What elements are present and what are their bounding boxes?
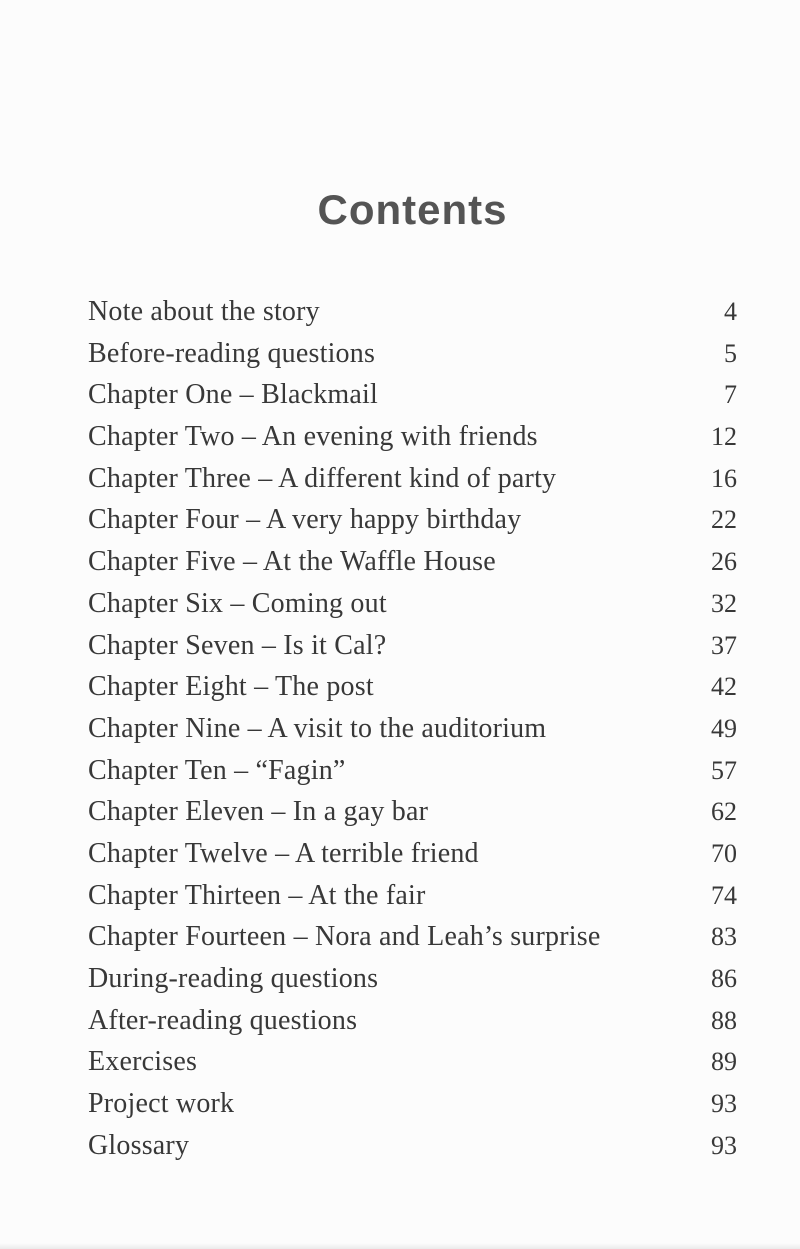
toc-entry-title: Chapter Three – A different kind of party	[88, 462, 557, 494]
toc-entry-row	[88, 1125, 737, 1167]
toc-entry-page: 7	[724, 380, 737, 410]
toc-entry-row	[88, 541, 737, 583]
toc-entry-title: Chapter Twelve – A terrible friend	[88, 837, 479, 869]
toc-entry-title: Chapter Five – At the Waffle House	[88, 546, 496, 578]
toc-entry-title: During-reading questions	[88, 963, 379, 994]
toc-entry-title: Chapter Seven – Is it Cal?	[88, 629, 387, 661]
toc-entry-title: Glossary	[88, 1129, 190, 1161]
toc-entry-page: 49	[711, 713, 737, 743]
toc-entry-title: Project work	[88, 1088, 235, 1120]
toc-entry-row	[88, 708, 737, 750]
toc-entry-page: 22	[711, 505, 737, 535]
toc-entry-page: 88	[711, 1005, 737, 1035]
toc-entry-row	[88, 958, 737, 1000]
toc-entry-title: Chapter Eight – The post	[88, 671, 374, 703]
toc-entry-page: 5	[724, 338, 737, 368]
toc-entry-title: Chapter Four – A very happy birthday	[88, 504, 522, 536]
toc-entry-title: Chapter Nine – A visit to the auditorium	[88, 712, 547, 744]
toc-list	[88, 291, 737, 1166]
toc-entry-title: Chapter Eleven – In a gay bar	[88, 796, 429, 828]
toc-entry-row	[88, 374, 737, 416]
toc-entry-page: 4	[724, 297, 737, 326]
toc-entry-row	[88, 875, 737, 917]
toc-entry-row	[88, 916, 737, 958]
toc-entry-page: 86	[711, 964, 737, 993]
toc-entry-page: 70	[711, 838, 737, 868]
toc-entry-page: 62	[711, 797, 737, 827]
toc-entry-row	[88, 416, 737, 458]
toc-entry-title: Exercises	[88, 1046, 198, 1078]
toc-entry-title: Chapter Six – Coming out	[88, 587, 387, 619]
toc-entry-row	[88, 625, 737, 667]
toc-entry-page: 89	[711, 1047, 737, 1077]
toc-entry-page: 37	[711, 630, 737, 660]
toc-entry-row	[88, 458, 737, 500]
toc-entry-page: 74	[711, 880, 737, 910]
toc-entry-row	[88, 583, 737, 625]
toc-entry-row	[88, 499, 737, 541]
toc-entry-row	[88, 833, 737, 875]
toc-entry-page: 83	[711, 922, 737, 952]
toc-entry-row	[88, 1041, 737, 1083]
toc-entry-row	[88, 1083, 737, 1125]
toc-entry-page: 32	[711, 588, 737, 618]
toc-entry-title: Chapter Two – An evening with friends	[88, 421, 538, 453]
toc-entry-title: Chapter Ten – “Fagin”	[88, 754, 346, 786]
toc-entry-title: Note about the story	[88, 296, 320, 327]
toc-entry-row	[88, 750, 737, 792]
toc-entry-page: 57	[711, 755, 737, 785]
toc-entry-page: 93	[711, 1089, 737, 1119]
toc-entry-row	[88, 791, 737, 833]
toc-entry-title: Chapter Fourteen – Nora and Leah’s surprise	[88, 921, 601, 953]
toc-entry-page: 42	[711, 672, 737, 702]
toc-entry-page: 12	[711, 422, 737, 452]
toc-entry-title: Chapter One – Blackmail	[88, 379, 378, 411]
toc-entry-title: Chapter Thirteen – At the fair	[88, 879, 426, 911]
toc-entry-page: 16	[711, 463, 737, 493]
page-title: Contents	[317, 186, 508, 234]
toc-entry-page: 26	[711, 547, 737, 577]
toc-entry-title: After-reading questions	[88, 1004, 358, 1036]
toc-entry-row	[88, 666, 737, 708]
toc-entry-row	[88, 291, 737, 333]
toc-entry-row	[88, 1000, 737, 1042]
toc-entry-title: Before-reading questions	[88, 337, 376, 369]
toc-entry-page: 93	[711, 1130, 737, 1160]
toc-entry-row	[88, 333, 737, 375]
